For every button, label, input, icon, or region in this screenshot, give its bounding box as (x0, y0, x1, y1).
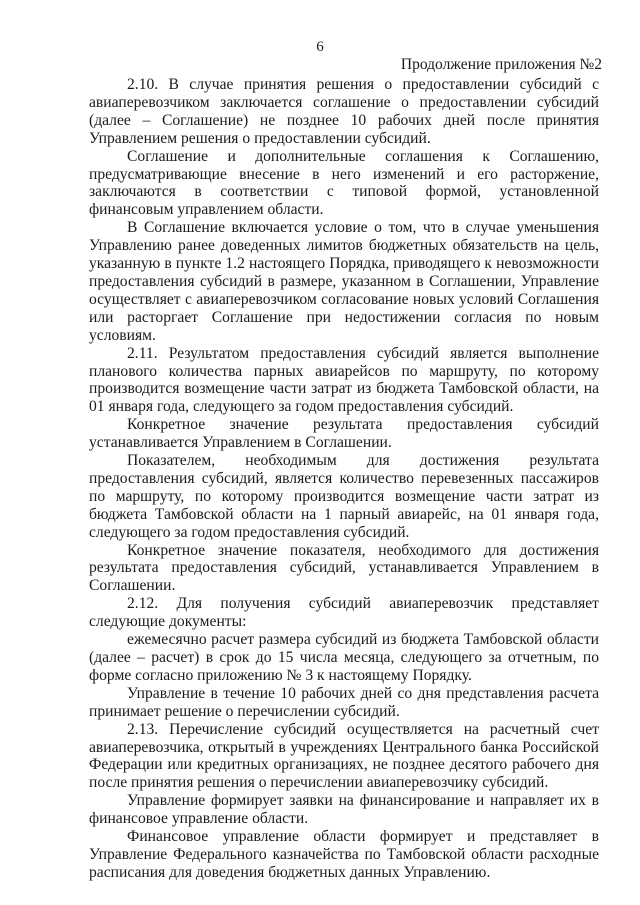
paragraph-funding-requests: Управление формирует заявки на финансирование и направляет их в финансовое управление области. (89, 792, 599, 828)
paragraph-treasury-schedules: Финансовое управление области формирует и представляет в Управление Федерального казначейства по Тамбовской области расходные расписания для доведения бюджетных данных Управлению. (89, 828, 599, 881)
paragraph-agreement-form: Соглашение и дополнительные соглашения к Соглашению, предусматривающие внесение в него изменений и его расторжение, заключаются в соответствии с типовой формой, установленной финансовым управлением области. (89, 147, 599, 219)
appendix-continuation-note: Продолжение приложения №2 (400, 56, 602, 73)
paragraph-2-11: 2.11. Результатом предоставления субсидий является выполнение планового количества парных авиарейсов по маршруту, по которому производится возмещение части затрат из бюджета Тамбовской области, на 01 января года, следующего за годом предоставления субсидий. (89, 344, 599, 416)
paragraph-monthly-calculation: ежемесячно расчет размера субсидий из бюджета Тамбовской области (далее – расчет) в срок до 15 числа месяца, следующего за отчетным, по форме согласно приложению № 3 к настоящему Порядку. (89, 631, 599, 684)
paragraph-2-13: 2.13. Перечисление субсидий осуществляется на расчетный счет авиаперевозчика, открытый в учреждениях Центрального банка Российской Федерации или кредитных организациях, не позднее десятого рабочего дня после принятия решения о перечислении авиаперевозчику субсидий. (89, 720, 599, 792)
paragraph-indicator: Показателем, необходимым для достижения результата предоставления субсидий, является количество перевезенных пассажиров по маршруту, по которому производится возмещение части затрат из бюджета Тамбовской области на 1 парный авиарейс, на 01 января года, следующего за годом предоставления субсидий. (89, 452, 599, 541)
paragraph-result-value: Конкретное значение результата предоставления субсидий устанавливается Управлением в Соглашении. (89, 416, 599, 452)
paragraph-indicator-value: Конкретное значение показателя, необходимого для достижения результата предоставления субсидий, устанавливается Управлением в Соглашении. (89, 541, 599, 595)
paragraph-2-10: 2.10. В случае принятия решения о предоставлении субсидий с авиаперевозчиком заключается соглашение о предоставлении субсидий (далее – Соглашение) не позднее 10 рабочих дней после принятия Управлением решения о предоставлении субсидий. (89, 76, 599, 147)
page-number: 6 (316, 39, 324, 55)
paragraph-2-12: 2.12. Для получения субсидий авиаперевозчик представляет следующие документы: (89, 595, 599, 631)
paragraph-agreement-condition: В Соглашение включается условие о том, что в случае уменьшения Управлению ранее доведенных лимитов бюджетных обязательств на цель, указанную в пункте 1.2 настоящего Порядка, приводящего к невозможности предоставления субсидий в размере, указанном в Соглашении, Управление осуществляет с авиаперевозчиком согласование новых условий Соглашения или расторгает Соглашение при недостижении согласия по новым условиям. (89, 219, 599, 344)
document-body (89, 76, 599, 882)
paragraph-decision-term: Управление в течение 10 рабочих дней со дня представления расчета принимает решение о перечислении субсидий. (89, 684, 599, 720)
